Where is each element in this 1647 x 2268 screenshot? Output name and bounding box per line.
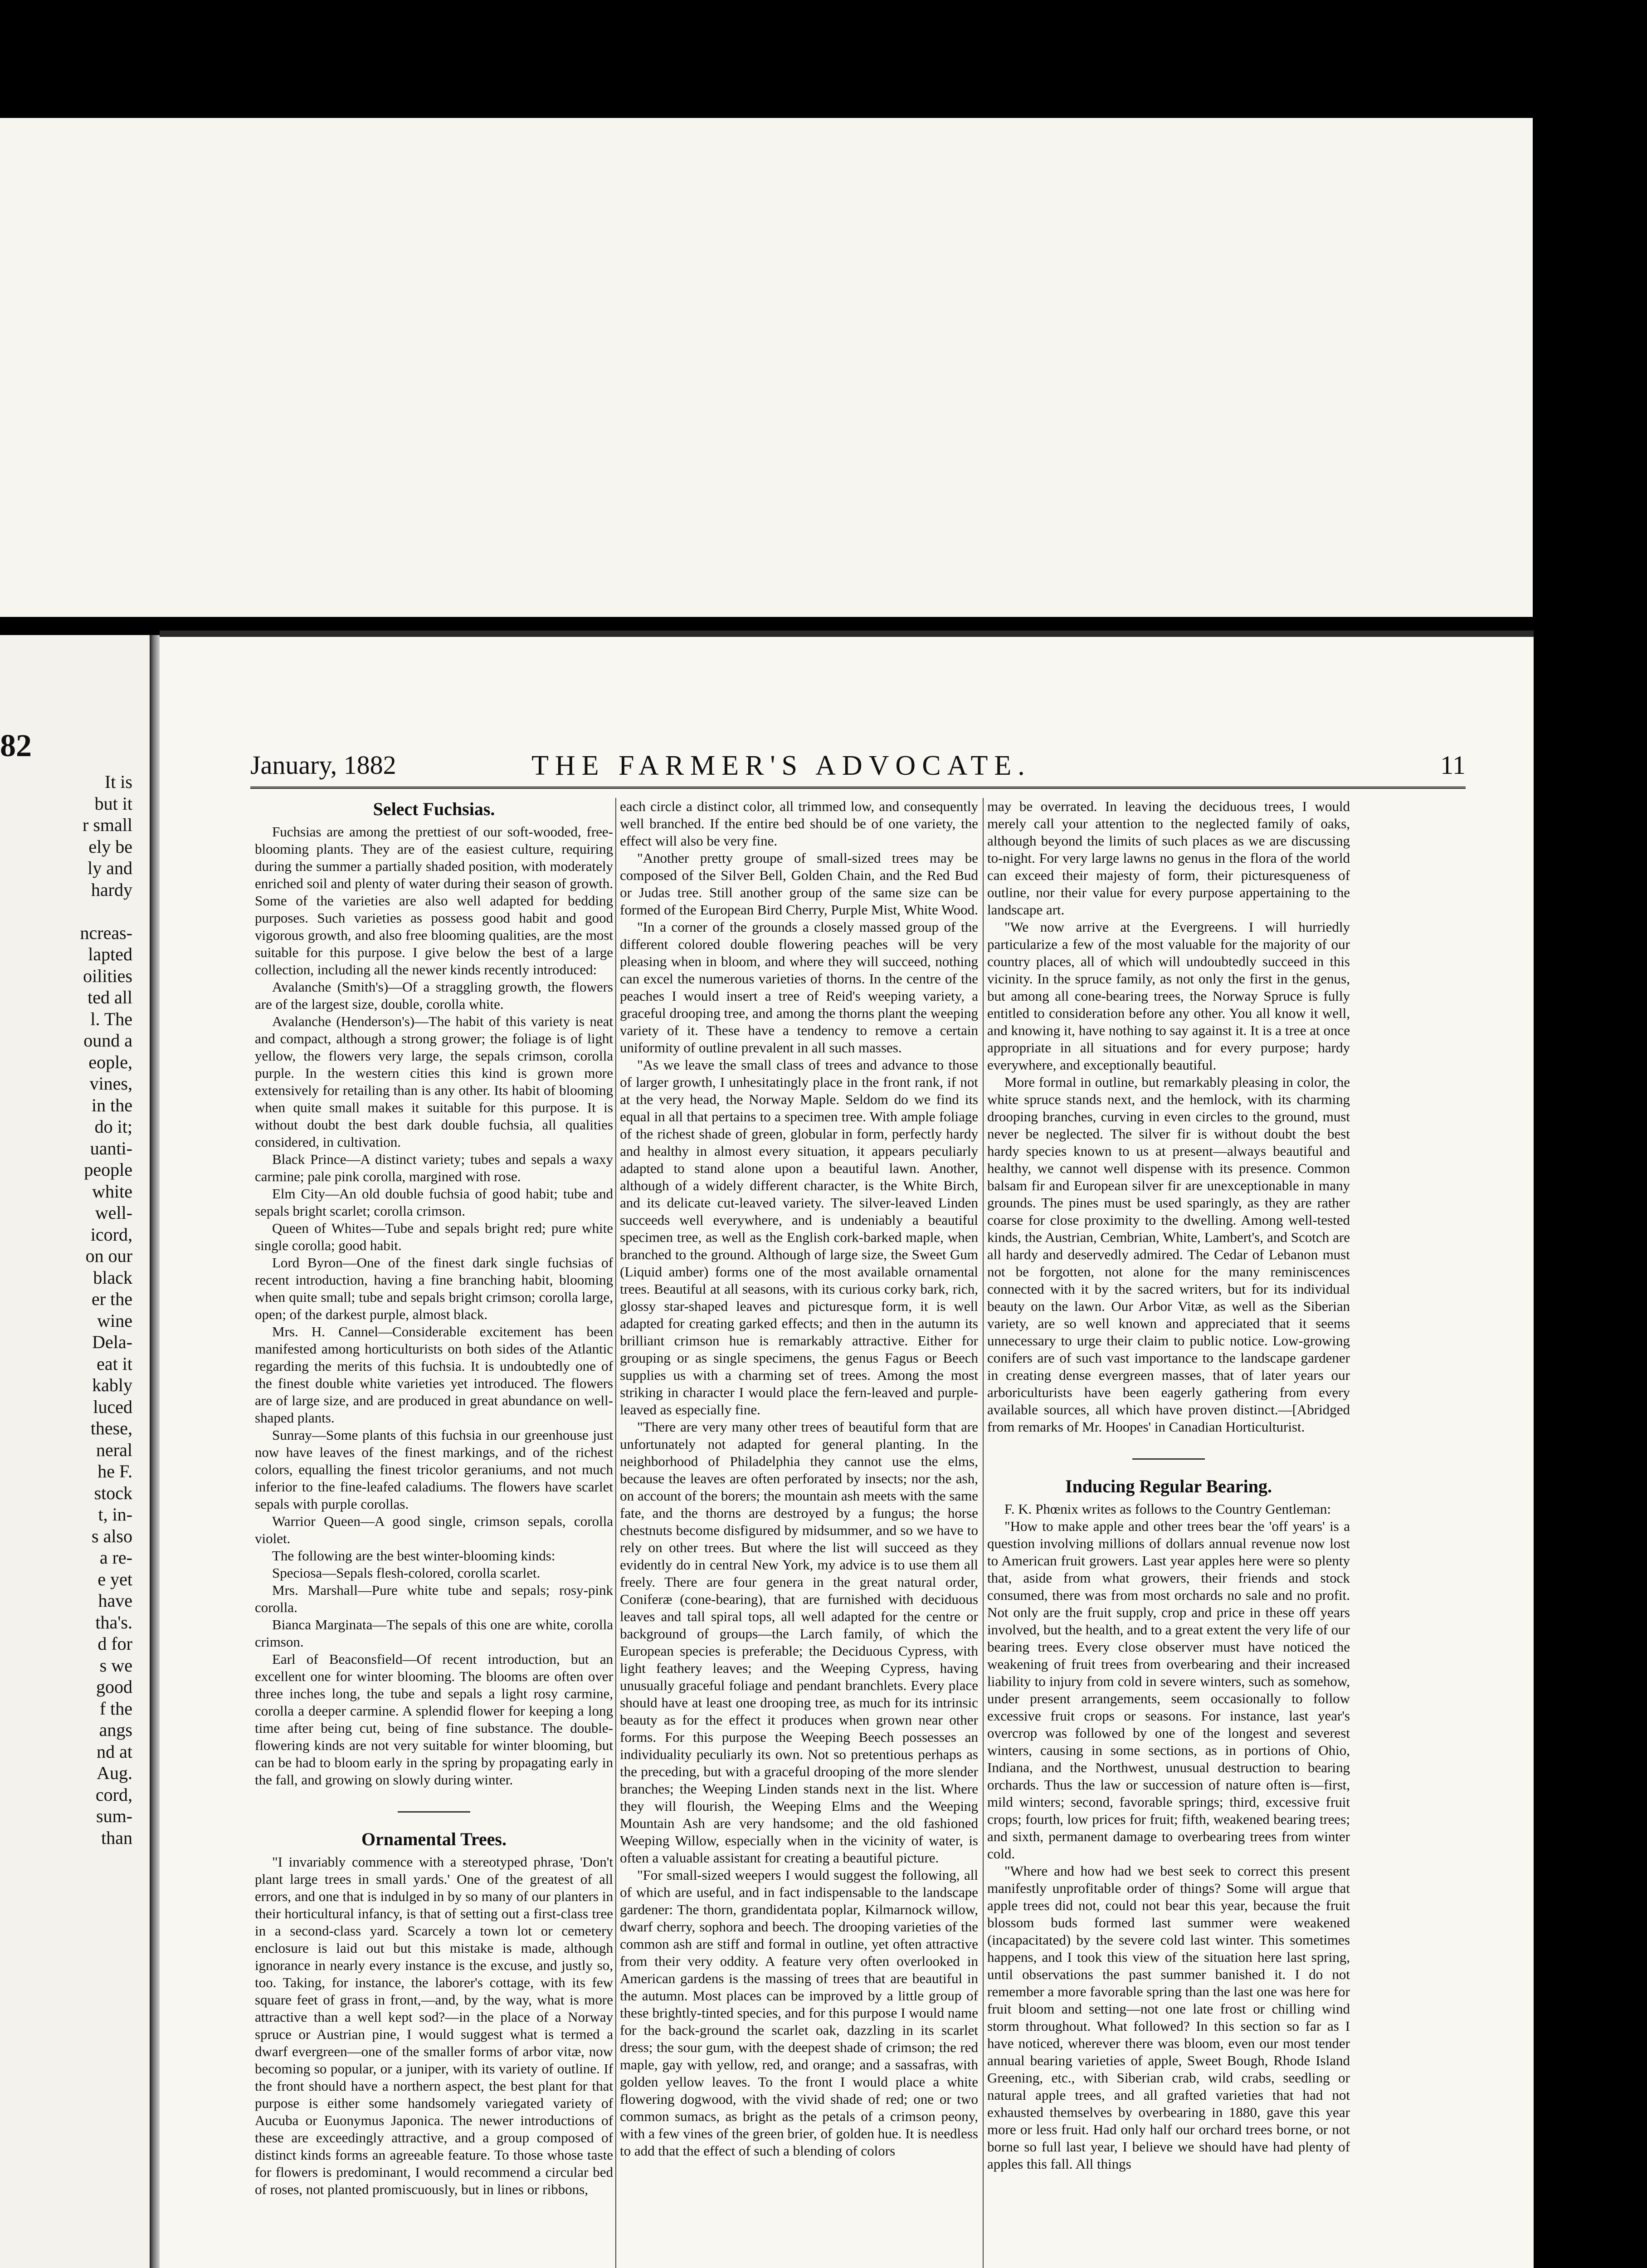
- variety-entry: Mrs. H. Cannel—Considerable excitement has been manifested among horticulturists on both sides of the Atlantic regarding the merits of this fuchsia. It is undoubtedly one of the finest double white varieties yet introduced. The flowers are of large size, and are produced in great abundance on well-shaped plants.: [255, 1324, 613, 1426]
- paragraph: "There are very many other trees of beautiful form that are unfortunately not adapted for general planting. In the neighborhood of Philadelphia they cannot use the elms, because the leaves are often perforated by insects; nor the ash, on account of the borers; the mountain ash meets with the same fate, and the thorns are destroyed by a fungus; the horse chestnuts become disfigured by midsummer, and so we have to rely on other trees. But where the list will succeed as they evidently do in central New York, my advice is to use them all freely. There are four genera in the great natural order, Coniferæ (cone-bearing), that are furnished with deciduous leaves and tall spiral tops, all well adapted for the centre or background of groups—the Larch family, of which the European species is preferable; the Deciduous Cypress, with light feathery leaves; and the Weeping Cypress, having unusually graceful foliage and pendant branchlets. Every place should have at least one drooping tree, as much for its intrinsic beauty as for the effect it produces when grown near other forms. For this purpose the Weeping Beech possesses an individuality peculiarly its own. Not so pretentious perhaps as the preceding, but with a graceful drooping of the more slender branches; the Weeping Linden stands next in the list. Where they will flourish, the Weeping Elms and the Weeping Mountain Ash are very handsome; and the old fashioned Weeping Willow, especially when in the vicinity of water, is often a valuable assistant for creating a beautiful picture.: [620, 1419, 978, 1866]
- variety-entry: Elm City—An old double fuchsia of good habit; tube and sepals bright scarlet; corolla crimson.: [255, 1186, 613, 1219]
- article-heading-trees: Ornamental Trees.: [361, 1829, 507, 1849]
- variety-entry: Queen of Whites—Tube and sepals bright red; pure white single corolla; good habit.: [255, 1220, 613, 1253]
- masthead-title: THE FARMER'S ADVOCATE.: [531, 750, 1031, 781]
- variety-entry: Earl of Beaconsfield—Of recent introduction, but an excellent one for winter blooming. The blooms are often over three inches long, the tube and sepals a light rosy carmine, corolla a deeper carmine. A splendid flower for keeping a long time after being cut, being of fine substance. The double-flowering kinds are not very suitable for winter blooming, but can be had to bloom early in the spring by propagating early in the fall, and growing on slowly during winter.: [255, 1651, 613, 1788]
- variety-entry: Lord Byron—One of the finest dark single fuchsias of recent introduction, having a fine branching habit, blooming when quite small; tube and sepals bright crimson; corolla large, open; of the darkest purple, almost black.: [255, 1255, 613, 1322]
- paragraph: More formal in outline, but remarkably pleasing in color, the white spruce stands next, and the hemlock, with its charming drooping branches, curving in even circles to the ground, must never be neglected. The silver fir is without doubt the best hardy species known to us at present—always beautiful and healthy, we cannot well dispense with its presence. Common balsam fir and European silver fir are unexceptionable in many grounds. The pines must be used sparingly, as they are rather coarse for close proximity to the dwelling. Among well-tested kinds, the Austrian, Cembrian, White, Lambert's, and Scotch are all hardy and deservedly admired. The Cedar of Lebanon must not be forgotten, not alone for the many reminiscences connected with it by the sacred writers, but for its individual beauty on the lawn. Our Arbor Vitæ, as well as the Siberian variety, are so well known and appreciated that it seems unnecessary to urge their claim to public notice. Low-growing conifers are of such vast importance to the landscape gardener in creating dense evergreen masses, that of later years our arboriculturists have been eagerly gathering from every available sources, all which have proven distinct.—[Abridged from remarks of Mr. Hoopes' in Canadian Horticulturist.: [987, 1074, 1350, 1435]
- paragraph: The following are the best winter-blooming kinds:: [272, 1548, 555, 1564]
- left-page-text-fragments: It is but it r small ely be ly and hardy ncreas- lapted oilities ted all l. The ound a eople, vines, in the do it; uanti- people white well- icord, on our black er the wine Dela- eat it kably luced these, neral he F. stock t, in- s also a re- e yet have tha's. d for s we good f the angs nd at Aug. cord, sum- than: [80, 772, 132, 1848]
- variety-entry: Avalanche (Henderson's)—The habit of this variety is neat and compact, although a strong grower; the foliage is of light yellow, the flowers very large, the sepals crimson, corolla purple. In the western cities this kind is grown more extensively for retailing than is any other. Its habit of blooming when quite small makes it suitable for this purpose. It is without doubt the best dark double fuchsia, all qualities considered, in cultivation.: [255, 1013, 613, 1150]
- variety-entry: Black Prince—A distinct variety; tubes and sepals a waxy carmine; pale pink corolla, margined with rose.: [255, 1151, 613, 1184]
- paragraph: "In a corner of the grounds a closely massed group of the different colored double flowering peaches will be very pleasing when in bloom, and where they will succeed, nothing can excel the numerous varieties of thorns. In the centre of the peaches I would insert a tree of Reid's weeping variety, a graceful drooping tree, and among the thorns plant the weeping variety of it. These have a tendency to remove a certain uniformity of outline prevalent in all such masses.: [620, 919, 978, 1056]
- page-header: [250, 743, 1466, 789]
- paragraph: may be overrated. In leaving the deciduous trees, I would merely call your attention to the neglected family of oaks, although beyond the limits of such places as we are discussing to-night. For very large lawns no genus in the flora of the world can exceed their majesty of form, their picturesqueness of outline, nor their value for every purpose appertaining to the landscape art.: [987, 798, 1350, 918]
- left-page-number: 82: [0, 728, 32, 763]
- book-spine: [150, 635, 160, 2268]
- newspaper-page: [160, 631, 1534, 2268]
- variety-entry: Sunray—Some plants of this fuchsia in our greenhouse just now have leaves of the finest markings, and of the richest colors, equalling the finest tricolor geraniums, and not much inferior to the fine-leafed caladiums. The flowers have scarlet sepals with purple corollas.: [255, 1427, 613, 1512]
- paragraph: F. K. Phœnix writes as follows to the Country Gentleman:: [1004, 1501, 1331, 1517]
- paragraph: "Another pretty groupe of small-sized trees may be composed of the Silver Bell, Golden Chain, and the Red Bud or Judas tree. Still another group of the same size can be formed of the European Bird Cherry, Purple Mist, White Wood.: [620, 850, 978, 918]
- paragraph: "As we leave the small class of trees and advance to those of larger growth, I unhesitatingly place in the front rank, if not at the very head, the Norway Maple. Seldom do we find its equal in all that pertains to a specimen tree. With ample foliage of the richest shade of green, globular in form, perfectly hardy and healthy in almost every situation, it appears peculiarly adapted to stand alone upon a beautiful lawn. Another, although of a widely different character, is the White Birch, and its delicate cut-leaved variety. The silver-leaved Linden succeeds well everywhere, and is undeniably a beautiful specimen tree, as well as the English cork-barked maple, when branched to the ground. Although of large size, the Sweet Gum (Liquid amber) forms one of the most available ornamental trees. Beautiful at all seasons, with its curious corky bark, rich, glossy star-shaped leaves and picturesque form, it is well adapted for creating garked effects; and then in the autumn its brilliant crimson hue is remarkably attractive. Either for grouping or as single specimens, the genus Fagus or Beech supplies us with a charming set of trees. Among the most striking in character I would place the fern-leaved and purple-leaved as especially fine.: [620, 1057, 978, 1418]
- section-divider: [398, 1811, 470, 1813]
- paragraph: "For small-sized weepers I would suggest the following, all of which are useful, and in fact indispensable to the landscape gardener: The thorn, grandidentata poplar, Kilmarnock willow, dwarf cherry, sophora and beech. The drooping varieties of the common ash are stiff and formal in outline, yet often attractive from their very oddity. A feature very often overlooked in American gardens is the massing of trees that are beautiful in the autumn. Most places can be improved by a little group of these brightly-tinted species, and for this purpose I would name for the back-ground the scarlet oak, dazzling in its scarlet dress; the sour gum, with the deepest shade of crimson; the red maple, gay with yellow, red, and orange; and a sassafras, with golden yellow leaves. To the front I would place a white flowering dogwood, with the vivid shade of red; one or two common sumacs, as bright as the petals of a crimson peony, with a few vines of the green brier, of golden hue. It is needless to add that the effect of such a blending of colors: [620, 1867, 978, 2159]
- facing-page-top: [0, 118, 1533, 617]
- paragraph: Fuchsias are among the prettiest of our soft-wooded, free-blooming plants. They are of the easiest culture, requiring during the summer a partially shaded position, with moderately enriched soil and plenty of water during their season of growth. Some of the varieties are also well adapted for bedding purposes. Such varieties as possess good habit and good vigorous growth, and also free blooming qualities, are the most suitable for this purpose. I give below the best of a large collection, including all the newer kinds recently introduced:: [255, 824, 613, 978]
- column-rule: [983, 798, 984, 2268]
- column-1: [255, 798, 613, 2198]
- section-divider: [1132, 1458, 1205, 1460]
- article-heading-fuchsias: Select Fuchsias.: [373, 799, 495, 819]
- left-page-fragment: [0, 635, 150, 2268]
- issue-date: January, 1882: [250, 750, 396, 780]
- variety-entry: Mrs. Marshall—Pure white tube and sepals; rosy-pink corolla.: [255, 1582, 613, 1615]
- page-number: 11: [1440, 750, 1466, 780]
- variety-entry: Speciosa—Sepals flesh-colored, corolla scarlet.: [272, 1565, 541, 1581]
- paragraph: "We now arrive at the Evergreens. I will hurriedly particularize a few of the most valuable for the majority of our country places, all of which will undoubtedly succeed in this vicinity. In the spruce family, as not only the first in the genus, but among all cone-bearing trees, the Norway Spruce is fully entitled to consideration before any other. You all know it well, and knowing it, have nothing to say against it. It is a tree at once appropriate in all situations and for every purpose; hardy everywhere, and exceptionally beautiful.: [987, 919, 1350, 1073]
- paragraph: "I invariably commence with a stereotyped phrase, 'Don't plant large trees in small yards.' One of the greatest of all errors, and one that is indulged in by so many of our planters in their horticultural infancy, is that of setting out a first-class tree in a second-class yard. Scarcely a town lot or cemetery enclosure is laid out but this mistake is made, although ignorance in nearly every instance is the excuse, and justly so, too. Taking, for instance, the laborer's cottage, with its few square feet of grass in front,—and, by the way, what is more attractive than a well kept sod?—in the place of a Norway spruce or Austrian pine, I would suggest what is termed a dwarf evergreen—one of the smaller forms of arbor vitæ, now becoming so popular, or a juniper, with its variety of outline. If the front should have a northern aspect, the best plant for that purpose is either some handsomely variegated variety of Aucuba or Euonymus Japonica. The newer introductions of these are exceedingly attractive, and a group composed of distinct kinds forms an agreeable feature. To those whose taste for flowers is predominant, I would recommend a circular bed of roses, not planted promiscuously, but in lines or ribbons,: [255, 1854, 613, 2197]
- column-2: [620, 798, 978, 2160]
- paragraph: each circle a distinct color, all trimmed low, and consequently well branched. If the entire bed should be of one variety, the effect will also be very fine.: [620, 798, 978, 849]
- variety-entry: Warrior Queen—A good single, crimson sepals, corolla violet.: [255, 1513, 613, 1546]
- variety-entry: Avalanche (Smith's)—Of a straggling growth, the flowers are of the largest size, double, corolla white.: [255, 979, 613, 1012]
- article-heading-bearing: Inducing Regular Bearing.: [1065, 1476, 1272, 1496]
- paragraph: "How to make apple and other trees bear the 'off years' is a question involving millions of dollars annual revenue now lost to American fruit growers. Last year apples here were so plenty that, aside from what growers, their friends and stock consumed, there was from most orchards no sale and no profit. Not only are the fruit supply, crop and price in these off years involved, but the health, and to a great extent the very life of our bearing trees. Every close observer must have noticed the weakening of fruit trees from overbearing and their increased liability to injury from cold in severe winters, such as somehow, under present arrangements, seem occasionally to follow excessive fruit crops or seasons. For instance, last year's overcrop was followed by one of the longest and severest winters, causing in some sections, as in portions of Ohio, Indiana, and the Northwest, unusual destruction to bearing orchards. Thus the law or succession of nature often is—first, mild winters; second, favorable springs; third, excessive fruit crops; fourth, low prices for fruit; fifth, weakened bearing trees; and sixth, permanent damage to overbearing trees from winter cold.: [987, 1518, 1350, 1862]
- variety-entry: Bianca Marginata—The sepals of this one are white, corolla crimson.: [255, 1617, 613, 1650]
- column-3: [987, 798, 1350, 2173]
- paragraph: "Where and how had we best seek to correct this present manifestly unprofitable order of things? Some will argue that apple trees did not, could not bear this year, because the fruit blossom buds formed last summer were weakened (incapacitated) by the severe cold last winter. This sometimes happens, and I took this view of the situation here last spring, until observations the past summer banished it. I do not remember a more favorable spring than the last one was here for fruit bloom and setting—not one late frost or chilling wind storm throughout. What followed? In this section so far as I have noticed, wherever there was bloom, even our most tender annual bearing varieties of apple, Sweet Bough, Rhode Island Greening, etc., with Siberian crab, wild crabs, seedling or natural apple trees, and all grafted varieties that had not exhausted themselves by overbearing in 1880, gave this year more or less fruit. Had only half our orchard trees borne, or not borne so full last year, I believe we should have had plenty of apples this fall. All things: [987, 1863, 1350, 2172]
- column-rule: [615, 798, 616, 2268]
